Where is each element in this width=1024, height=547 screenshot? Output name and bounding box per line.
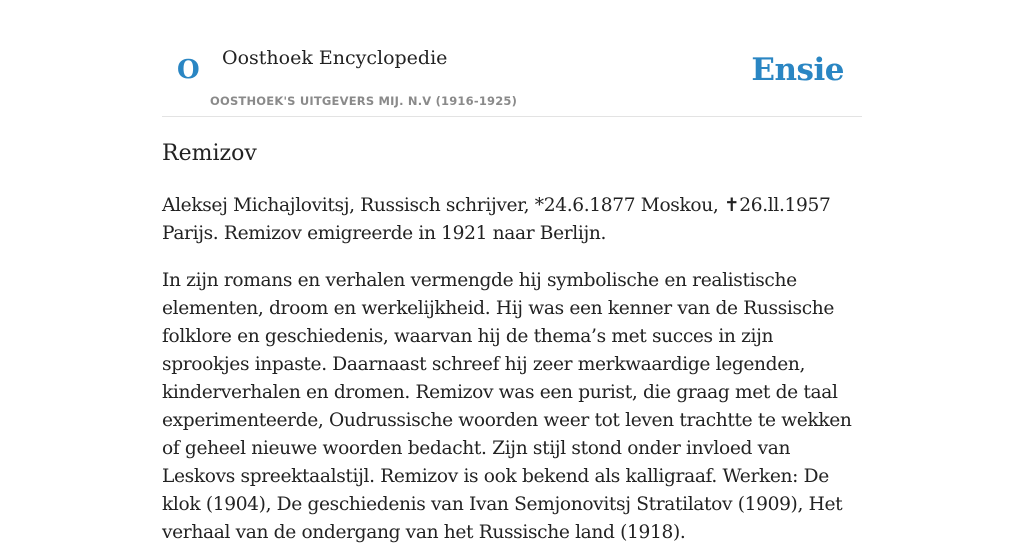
publisher-subtitle: OOSTHOEK'S UITGEVERS MIJ. N.V (1916-1925) <box>210 94 518 108</box>
article-title: Remizov <box>162 141 257 166</box>
site-header <box>162 0 862 117</box>
article-paragraph: Aleksej Michajlovitsj, Russisch schrijver, *24.6.1877 Moskou, ✝26.ll.1957 Parijs. Remizov emigreerde in 1921 naar Berlijn. <box>162 195 831 244</box>
site-title: Oosthoek Encyclopedie <box>222 47 448 69</box>
site-logo-link[interactable]: O <box>177 55 200 85</box>
ensie-brand-link[interactable]: Ensie <box>751 52 844 88</box>
article-paragraph: In zijn romans en verhalen vermengde hij symbolische en realistische elementen, droom en werkelijkheid. Hij was een kenner van de Russische folklore en geschiedenis, waarvan hij de thema’s met succes in zijn sprookjes inpaste. Daarnaast schreef hij zeer merkwaardige legenden, kinderverhalen en dromen. Remizov was een purist, die graag met de taal experimenteerde, Oudrussische woorden weer tot leven trachtte te wekken of geheel nieuwe woorden bedacht. Zijn stijl stond onder invloed van Leskovs spreektaalstijl. Remizov is ook bekend als kalligraaf. Werken: De klok (1904), De geschiedenis van Ivan Semjonovitsj Stratilatov (1909), Het verhaal van de ondergang van het Russische land (1918). <box>162 270 852 543</box>
article-content <box>162 136 862 547</box>
